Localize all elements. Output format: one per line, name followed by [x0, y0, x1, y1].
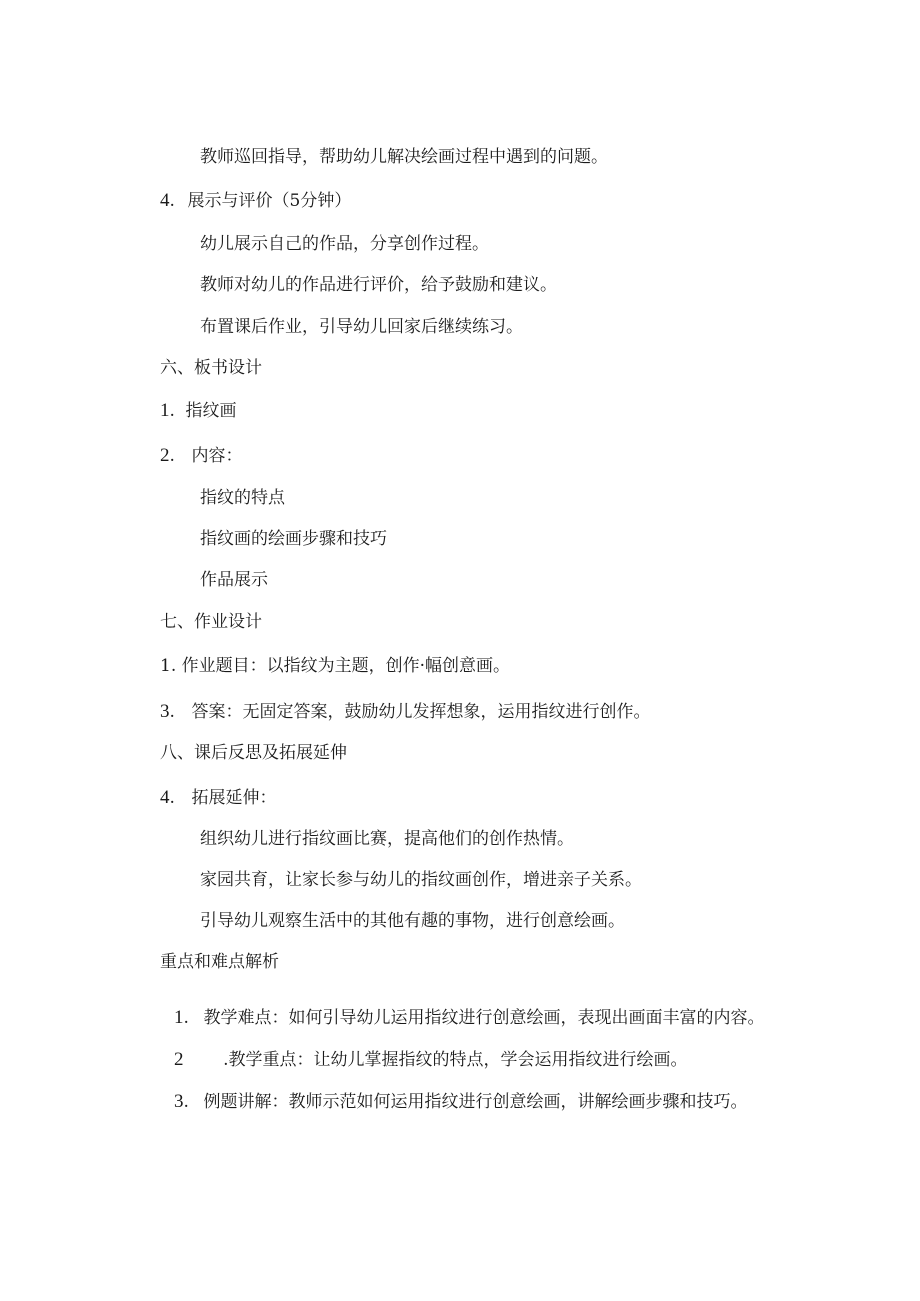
- paragraph-children-display: [200, 232, 489, 256]
- list-number: 2: [160, 445, 170, 466]
- list-item-teaching-focus: 2.教学重点：让幼儿掌握指纹的特点，学会运用指纹进行绘画。: [174, 1049, 688, 1070]
- list-number: 4: [160, 787, 170, 808]
- paragraph-home-school: [200, 868, 642, 892]
- line-text: 1. 作业题目：以指纹为主题，创作·幅创意画。: [160, 656, 511, 676]
- list-item-teaching-difficulty: 1. 教学难点：如何引导幼儿运用指纹进行创意绘画，表现出画面丰富的内容。: [174, 1007, 765, 1028]
- section-heading-reflection: [160, 741, 347, 765]
- list-item-fingerprint-painting: 1. 指纹画: [160, 400, 237, 421]
- list-item-example-explanation: 3. 例题讲解：教师示范如何运用指纹进行创意绘画，讲解绘画步骤和技巧。: [174, 1091, 748, 1112]
- line-text: 指纹画的绘画步骤和技巧: [200, 529, 387, 549]
- sub-item-works: [200, 568, 268, 592]
- list-item-extension: 4. 拓展延伸：: [160, 787, 277, 808]
- line-text: 组织幼儿进行指纹画比赛，提高他们的创作热情。: [200, 829, 574, 849]
- list-item-answer: 3. 答案：无固定答案，鼓励幼儿发挥想象，运用指纹进行创作。: [160, 701, 651, 722]
- list-number: 2: [174, 1049, 184, 1070]
- line-text: 指纹画: [185, 401, 237, 421]
- section-heading-board-design: [160, 356, 262, 380]
- line-text: 引导幼儿观察生活中的其他有趣的事物，进行创意绘画。: [200, 911, 625, 931]
- line-text: 答案：无固定答案，鼓励幼儿发挥想象，运用指纹进行创作。: [191, 702, 651, 722]
- heading-text: 七、作业设计: [160, 612, 262, 632]
- heading-text: 六、板书设计: [160, 358, 262, 378]
- line-text: 教师巡回指导，帮助幼儿解决绘画过程中遇到的问题。: [200, 147, 608, 167]
- section-heading-homework-design: [160, 610, 262, 634]
- list-number: 1: [160, 400, 170, 421]
- list-number: 3: [160, 701, 170, 722]
- list-number: 1: [174, 1007, 184, 1028]
- heading-text: 重点和难点解析: [160, 952, 279, 972]
- line-text: 作品展示: [200, 570, 268, 590]
- paragraph-competition: [200, 827, 574, 851]
- line-text: 指纹的特点: [200, 488, 285, 508]
- list-item-display-evaluation: 4. 展示与评价（5分钟）: [160, 190, 352, 211]
- sub-item-steps: [200, 527, 387, 551]
- sub-item-features: [200, 486, 285, 510]
- paragraph-homework-assign: [200, 315, 523, 339]
- list-item-content: 2. 内容：: [160, 445, 243, 466]
- list-number: 4: [160, 190, 170, 211]
- line-text: 家园共育，让家长参与幼儿的指纹画创作，增进亲子关系。: [200, 870, 642, 890]
- line-text: 例题讲解：教师示范如何运用指纹进行创意绘画，讲解绘画步骤和技巧。: [203, 1092, 748, 1112]
- paragraph-teacher-guidance: [200, 145, 608, 169]
- paragraph-teacher-evaluation: [200, 273, 557, 297]
- paragraph-observe-life: [200, 909, 625, 933]
- heading-text: 八、课后反思及拓展延伸: [160, 743, 347, 763]
- line-text: 内容：: [191, 446, 243, 466]
- section-heading-key-points: [160, 950, 279, 974]
- line-text: 拓展延伸：: [191, 788, 277, 808]
- line-text: 布置课后作业，引导幼儿回家后继续练习。: [200, 317, 523, 337]
- line-text: 展示与评价（5分钟）: [187, 191, 352, 211]
- line-text: 教师对幼儿的作品进行评价，给予鼓励和建议。: [200, 275, 557, 295]
- list-item-homework-topic: [160, 654, 510, 678]
- line-text: 教学难点：如何引导幼儿运用指纹进行创意绘画，表现出画面丰富的内容。: [203, 1008, 765, 1028]
- line-text: 幼儿展示自己的作品，分享创作过程。: [200, 234, 489, 254]
- list-number: 3: [174, 1091, 184, 1112]
- line-text: 教学重点：让幼儿掌握指纹的特点，学会运用指纹进行绘画。: [228, 1050, 688, 1070]
